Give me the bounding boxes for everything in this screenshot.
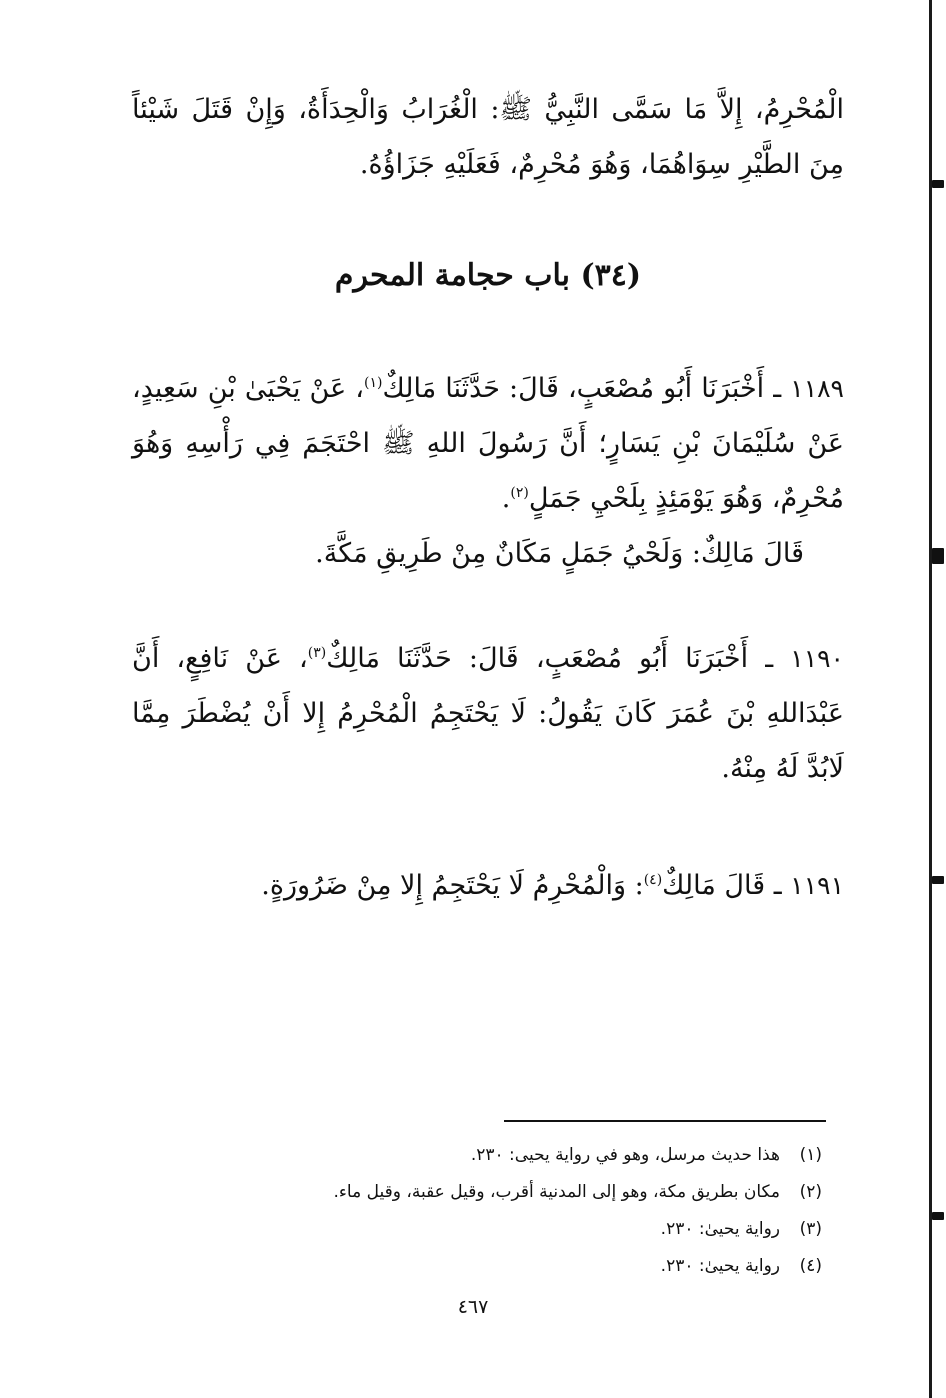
footnote-number: (٤) <box>799 1256 822 1276</box>
hadith-1191 <box>132 858 844 913</box>
hadith-number: ١١٩٠ <box>790 644 844 673</box>
footnote-number: (٣) <box>799 1219 822 1239</box>
footnote-text: رواية يحيىٰ: ٢٣٠. <box>660 1219 780 1239</box>
edge-mark <box>932 1212 944 1220</box>
hadith-text: : وَالْمُحْرِمُ لَا يَحْتَجِمُ إِلا مِنْ ضَرُورَةٍ. <box>261 870 644 901</box>
footnote-text: مكان بطريق مكة، وهو إلى المدنية أقرب، وقيل عقبة، وقيل ماء. <box>333 1182 780 1202</box>
footnote-3 <box>132 1218 844 1241</box>
hadith-text: . <box>501 483 511 514</box>
hadith-text: ، عَنْ يَحْيَىٰ بْنِ سَعِيدٍ، عَنْ سُلَيْمَانَ بْنِ يَسَارٍ؛ أَنَّ رَسُولَ اللهِ ﷺ احْتَجَمَ فِي رَأْسِهِ وَهُوَ مُحْرِمٌ، وَهُوَ يَوْمَئِذٍ بِلَحْيِ جَمَلٍ <box>132 373 844 514</box>
footnote-ref: (٢) <box>510 485 529 501</box>
footnote-text: هذا حديث مرسل، وهو في رواية يحيى: ٢٣٠. <box>470 1145 780 1165</box>
hadith-text: أَخْبَرَنَا أَبُو مُصْعَبٍ، قَالَ: حَدَّثَنَا مَالِكٌ <box>326 643 749 674</box>
hadith-text: ، عَنْ نَافِعٍ، أَنَّ عَبْدَاللهِ بْنَ عُمَرَ كَانَ يَقُولُ: لَا يَحْتَجِمُ الْمُحْرِمُ إِلا أَنْ يُضْطَرَ مِمَّا لَابُدَّ لَهُ مِنْهُ. <box>132 643 844 784</box>
footnote-rule <box>504 1120 826 1122</box>
footnotes <box>132 1120 844 1292</box>
hadith-1190 <box>132 631 844 796</box>
footnote-2 <box>132 1181 844 1204</box>
hadith-1189 <box>132 361 844 526</box>
chapter-title: (٣٤) باب حجامة المحرم <box>334 258 642 293</box>
spacer <box>132 796 844 858</box>
footnote-ref: (٤) <box>643 872 663 888</box>
footnote-ref: (١) <box>364 375 383 391</box>
footnote-number: (٢) <box>799 1182 822 1202</box>
hadith-text: أَخْبَرَنَا أَبُو مُصْعَبٍ، قَالَ: حَدَّثَنَا مَالِكٌ <box>382 373 765 404</box>
spacer <box>132 581 844 631</box>
hadith-number: ١١٩١ <box>790 871 844 900</box>
hadith-dash: ـ <box>773 870 782 901</box>
page-body <box>132 82 844 913</box>
hadith-dash: ـ <box>773 373 782 404</box>
edge-mark <box>932 548 944 564</box>
hadith-dash: ـ <box>765 643 774 674</box>
edge-mark <box>932 876 944 884</box>
footnote-ref: (٣) <box>307 645 327 661</box>
footnote-4 <box>132 1255 844 1278</box>
page-edge <box>929 0 932 1398</box>
hadith-comment: قَالَ مَالِكٌ: وَلَحْيُ جَمَلٍ مَكَانٌ مِنْ طَرِيقِ مَكَّةَ. <box>315 538 804 569</box>
page-number: ٤٦٧ <box>457 1296 489 1318</box>
footnote-text: رواية يحيىٰ: ٢٣٠. <box>660 1256 780 1276</box>
intro-paragraph: الْمُحْرِمُ، إِلاَّ مَا سَمَّى النَّبِيُّ ﷺ: الْغُرَابُ وَالْحِدَأَةُ، وَإِنْ قَتَلَ شَيْئاً مِنَ الطَّيْرِ سِوَاهُمَا، وَهُوَ مُحْرِمٌ، فَعَلَيْهِ جَزَاؤُهُ. <box>132 94 844 180</box>
footnote-1 <box>132 1144 844 1167</box>
footnote-number: (١) <box>799 1145 822 1165</box>
hadith-text: قَالَ مَالِكٌ <box>662 870 766 901</box>
edge-mark <box>932 180 944 188</box>
hadith-number: ١١٨٩ <box>790 374 844 403</box>
